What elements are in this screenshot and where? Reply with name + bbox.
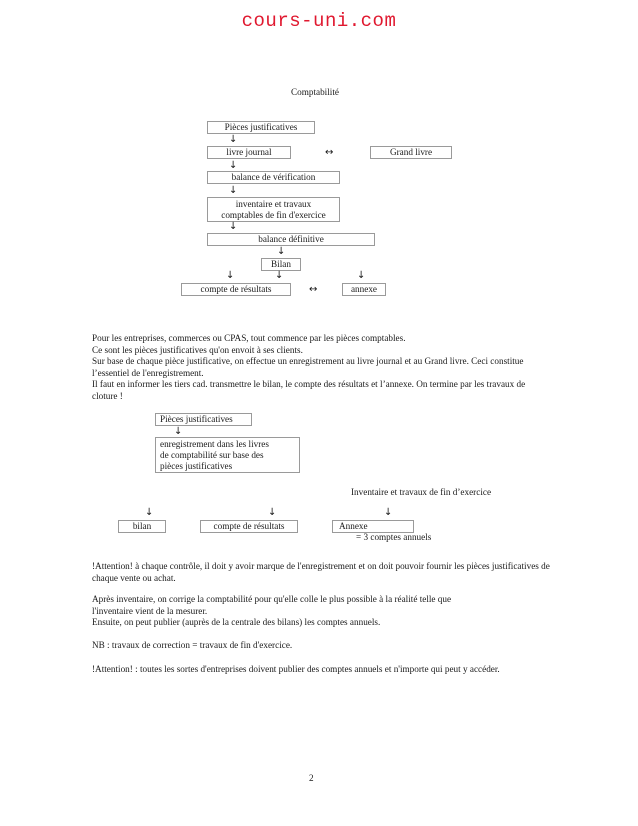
- box-pieces-justificatives: Pièces justificatives: [207, 121, 315, 134]
- apres-line-2: l'inventaire vient de la mesurer.: [92, 605, 208, 616]
- arrow-down-icon: ↓: [357, 270, 366, 281]
- box-annexe: annexe: [342, 283, 386, 296]
- box-balance-definitive: balance définitive: [207, 233, 375, 246]
- box-compte-resultats: compte de résultats: [181, 283, 291, 296]
- intro-paragraph: [92, 333, 552, 403]
- enregistrement-line-1: enregistrement dans les livres: [160, 439, 269, 449]
- intro-line-2: Ce sont les pièces justificatives qu'on envoit à ses clients.: [92, 344, 303, 355]
- arrow-down-icon: ↓: [145, 507, 154, 518]
- nb-paragraph: NB : travaux de correction = travaux de fin d'exercice.: [92, 640, 293, 650]
- arrow-down-icon: ↓: [229, 221, 238, 232]
- box2-compte-resultats: compte de résultats: [200, 520, 298, 533]
- page-number: 2: [309, 773, 314, 783]
- arrow-down-icon: ↓: [277, 246, 286, 257]
- arrow-down-icon: ↓: [384, 507, 393, 518]
- arrow-down-icon: ↓: [229, 134, 238, 145]
- arrow-both-icon: ↔: [309, 284, 318, 295]
- apres-line-3: Ensuite, on peut publier (auprès de la centrale des bilans) les comptes annuels.: [92, 617, 381, 628]
- apres-inventaire-paragraph: [92, 594, 552, 629]
- site-watermark: cours-uni.com: [241, 10, 397, 32]
- comptes-annuels-label: = 3 comptes annuels: [356, 532, 432, 542]
- arrow-down-icon: ↓: [275, 270, 284, 281]
- inventaire-line-1: inventaire et travaux: [235, 199, 312, 209]
- box-livre-journal: livre journal: [207, 146, 291, 159]
- arrow-both-icon: ↔: [325, 147, 334, 158]
- enregistrement-line-3: pièces justificatives: [160, 461, 233, 471]
- box2-bilan: bilan: [118, 520, 166, 533]
- box2-annexe: Annexe: [332, 520, 414, 533]
- arrow-down-icon: ↓: [229, 160, 238, 171]
- apres-line-1: Après inventaire, on corrige la comptabilité pour qu'elle colle le plus possible à la réalité telle que: [92, 594, 452, 604]
- box-grand-livre: Grand livre: [370, 146, 452, 159]
- box-balance-verification: balance de vérification: [207, 171, 340, 184]
- box2-pieces-justificatives: Pièces justificatives: [155, 413, 252, 426]
- intro-line-3: Sur base de chaque pièce justificative, on effectue un enregistrement au livre journal et au Grand livre. Ceci constitue l’essentiel de l'enregistrement.: [92, 356, 524, 378]
- box2-enregistrement: [155, 437, 300, 473]
- attention-paragraph-2: !Attention! : toutes les sortes d'entreprises doivent publier des comptes annuels et n'importe qui peut y accéder.: [92, 664, 500, 674]
- arrow-down-icon: ↓: [268, 507, 277, 518]
- attention-paragraph-1: !Attention! à chaque contrôle, il doit y avoir marque de l'enregistrement et on doit pouvoir fournir les pièces justificatives de chaque vente ou achat.: [92, 561, 550, 583]
- enregistrement-line-2: de comptabilité sur base des: [160, 450, 264, 460]
- box-bilan: Bilan: [261, 258, 301, 271]
- intro-line-1: Pour les entreprises, commerces ou CPAS, tout commence par les pièces comptables.: [92, 333, 406, 343]
- inventaire-line-2: comptables de fin d'exercice: [221, 210, 326, 220]
- arrow-down-icon: ↓: [226, 270, 235, 281]
- arrow-down-icon: ↓: [229, 185, 238, 196]
- diagram-title: Comptabilité: [291, 87, 339, 97]
- box-inventaire-travaux: [207, 197, 340, 222]
- intro-line-4: Il faut en informer les tiers cad. transmettre le bilan, le compte des résultats et l’annexe. On termine par les travaux de cloture !: [92, 379, 526, 401]
- inventaire-label: Inventaire et travaux de fin d’exercice: [351, 487, 492, 497]
- arrow-down-icon: ↓: [174, 426, 183, 437]
